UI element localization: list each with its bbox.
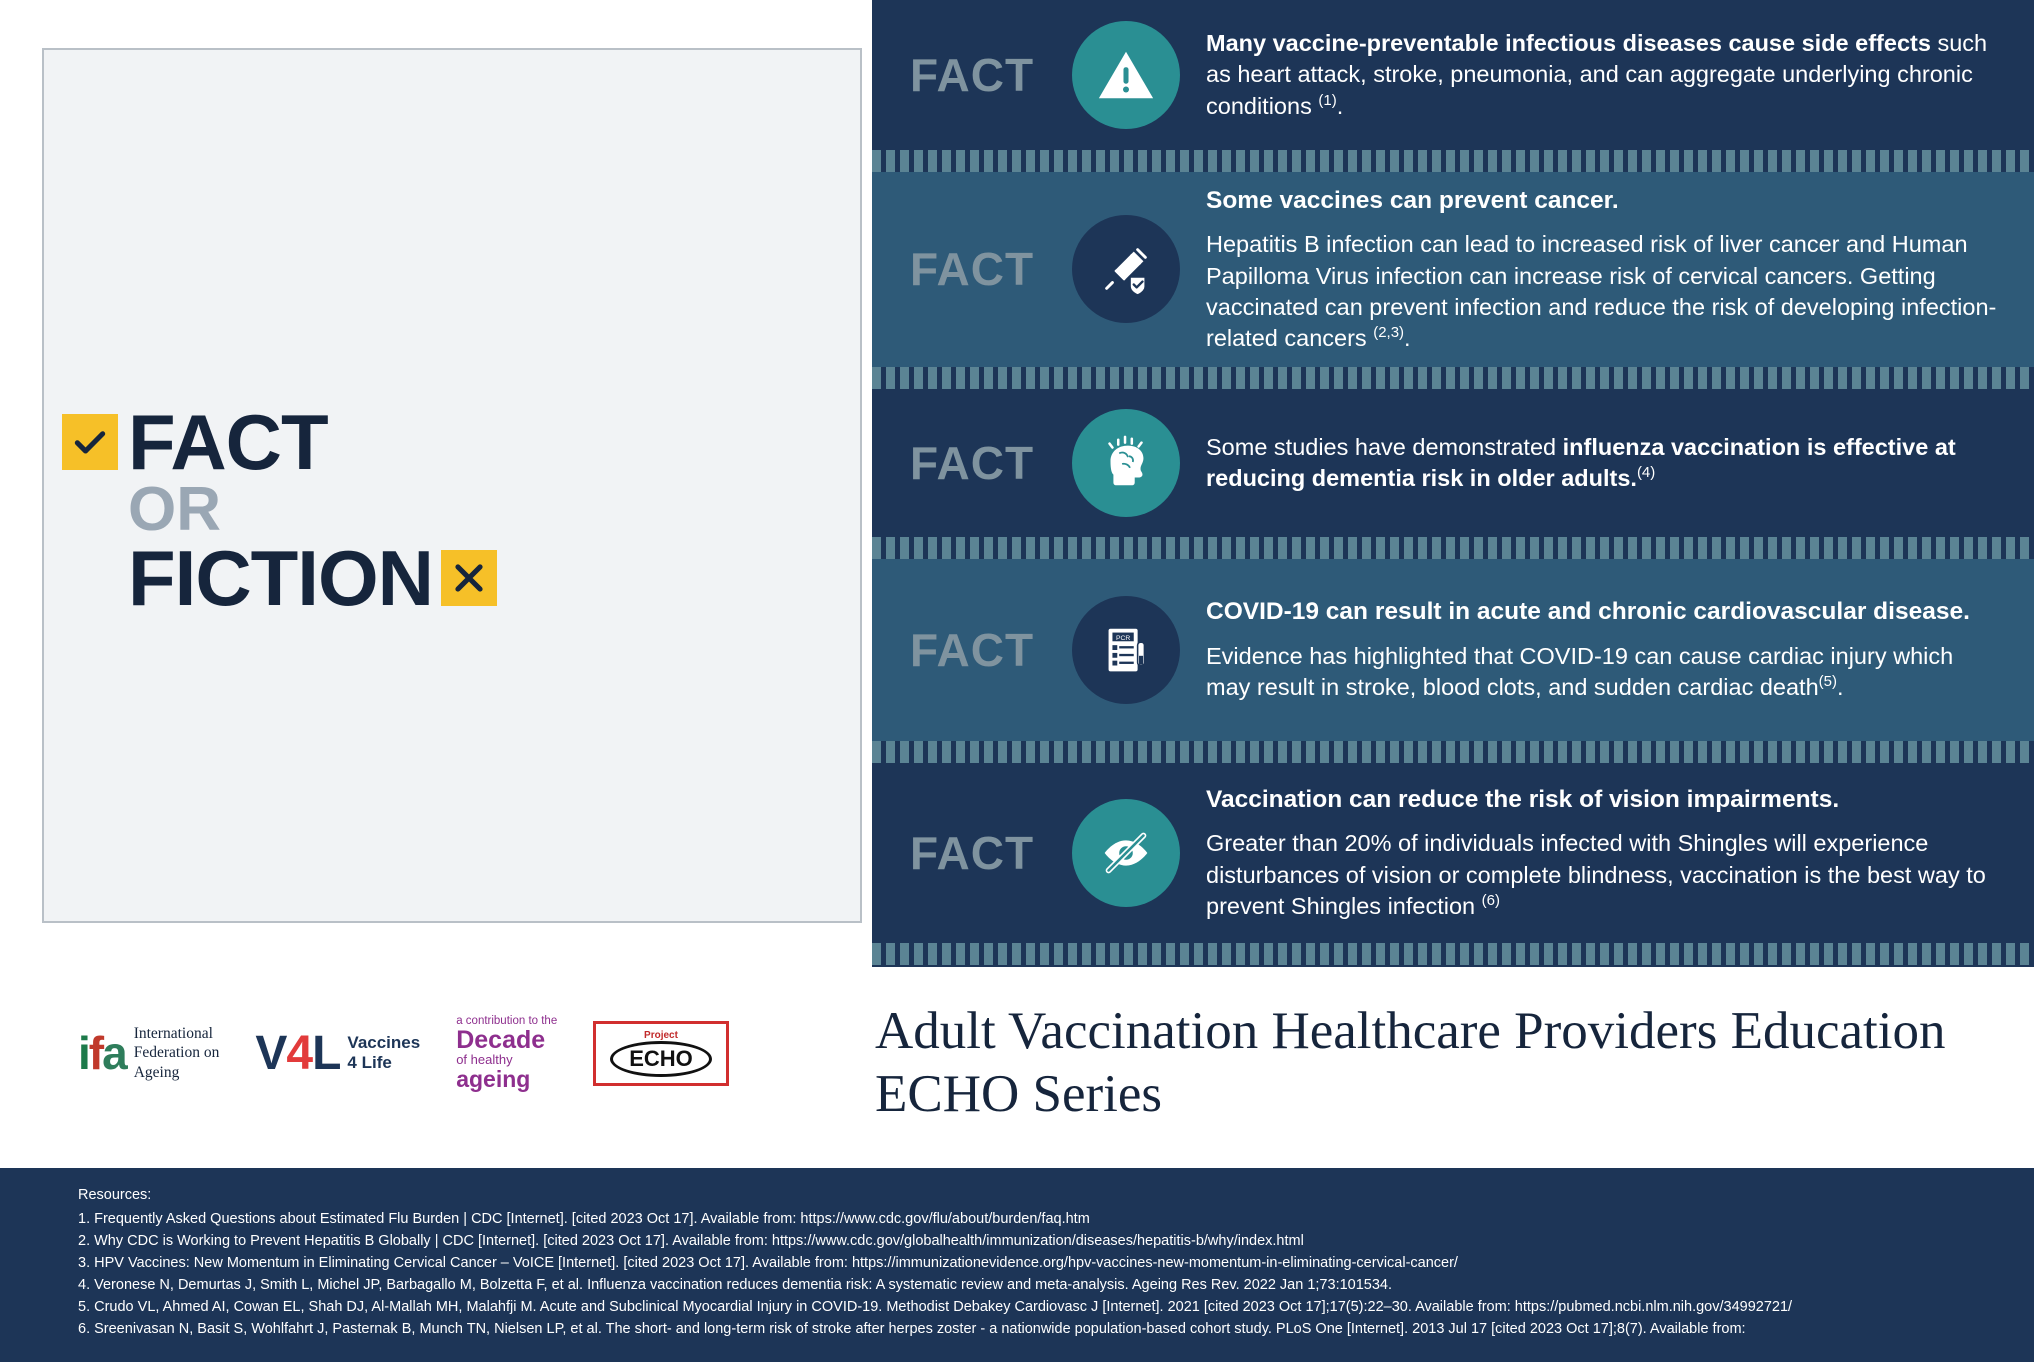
fact-text xyxy=(1206,432,2008,495)
v4l-text xyxy=(347,1033,420,1074)
resource-item: 4. Veronese N, Demurtas J, Smith L, Michel JP, Barbagallo M, Bolzetta F, et al. Influenza vaccination reduces dementia risk: A systematic review and meta-analysis. Ageing Res Rev. 2022 Jan 1;73:101534. xyxy=(78,1277,1393,1294)
fact-row xyxy=(872,763,2034,943)
fact-row xyxy=(872,0,2034,150)
warning-triangle-icon xyxy=(1072,21,1180,129)
fact-text xyxy=(1206,596,2008,703)
ifa-mark: ifa xyxy=(78,1027,126,1080)
resources-heading: Resources: xyxy=(78,1187,152,1203)
ifa-logo xyxy=(78,1024,219,1082)
resources-section xyxy=(0,1168,2034,1362)
fact-heading: COVID-19 can result in acute and chronic cardiovascular disease. xyxy=(1206,598,1970,626)
ifa-logo-text xyxy=(134,1024,220,1082)
fact-bold-lead: Many vaccine-preventable infectious diseases cause side effects xyxy=(1206,30,1931,57)
fact-heading: Some vaccines can prevent cancer. xyxy=(1206,186,1619,214)
left-title-panel xyxy=(42,48,862,923)
stripe-divider xyxy=(872,367,2034,389)
stripe-divider xyxy=(872,943,2034,965)
fact-tail: . xyxy=(1404,325,1411,352)
v4l-4: 4 xyxy=(286,1026,313,1080)
v4l-mark xyxy=(255,1026,340,1081)
fact-label: FACT xyxy=(909,437,1035,489)
ifa-line2: Federation on xyxy=(133,1044,220,1062)
fact-label: FACT xyxy=(909,826,1035,879)
fact-body-pre: Some studies have demonstrated xyxy=(1206,433,1563,460)
v4l-v: V xyxy=(255,1026,287,1080)
fact-citation: (6) xyxy=(1481,892,1500,910)
decade-line2: of healthy xyxy=(456,1052,513,1068)
fact-body: such as heart attack, stroke, pneumonia, and can aggregate underlying chronic conditions xyxy=(1206,30,1988,119)
project-echo-logo xyxy=(593,1021,729,1086)
hero-fact-word: FACT xyxy=(128,398,328,486)
stripe-divider xyxy=(872,537,2034,559)
logo-strip xyxy=(78,1015,729,1091)
resource-item: 2. Why CDC is Working to Prevent Hepatitis B Globally | CDC [Internet]. [cited 2023 Oct 17]. Available from: https://www.cdc.gov/globalhealth/immunization/diseases/hepatitis-b/why/index.html xyxy=(78,1233,1304,1250)
fact-body: Hepatitis B infection can lead to increased risk of liver cancer and Human Papilloma Virus infection can increase risk of cervical cancers. Getting vaccinated can prevent infection and reduce the risk of developing infection-related cancers xyxy=(1206,231,1997,352)
fact-citation: (1) xyxy=(1318,91,1337,109)
v4l-line2: 4 Life xyxy=(347,1053,392,1073)
stripe-divider xyxy=(872,150,2034,172)
fact-citation: (2,3) xyxy=(1373,324,1405,342)
fact-label: FACT xyxy=(909,243,1035,296)
ifa-line3: Ageing xyxy=(133,1063,180,1081)
stripe-divider xyxy=(872,741,2034,763)
fact-text xyxy=(1206,185,2008,355)
brain-head-icon xyxy=(1072,409,1180,517)
fact-label: FACT xyxy=(909,624,1035,676)
fact-citation: (4) xyxy=(1636,464,1656,482)
v4l-l: L xyxy=(312,1026,341,1080)
page-title: Adult Vaccination Healthcare Providers Education ECHO Series xyxy=(875,1002,1946,1123)
fact-text xyxy=(1206,784,2008,922)
echo-top-text: Project xyxy=(644,1029,678,1041)
resource-item: 6. Sreenivasan N, Basit S, Wohlfahrt J, Pasternak B, Munch TN, Nielsen LP, et al. The short- and long-term risk of stroke after herpes zoster - a nationwide population-based cohort study. PLoS One [Internet]. 2013 Jul 17 [cited 2023 Oct 17];8(7). Available from: xyxy=(78,1321,1746,1338)
x-icon xyxy=(441,550,497,606)
syringe-shield-icon xyxy=(1072,215,1180,323)
decade-of-healthy-ageing-logo xyxy=(456,1015,557,1091)
vaccines4life-logo xyxy=(255,1026,420,1081)
title-block xyxy=(62,398,582,623)
fact-row xyxy=(872,559,2034,741)
decade-line3: ageing xyxy=(456,1065,531,1092)
facts-panel xyxy=(872,0,2034,967)
fact-tail: . xyxy=(1336,92,1344,119)
decade-line1: Decade xyxy=(456,1026,546,1055)
fiction-line xyxy=(62,534,582,623)
v4l-line1: Vaccines xyxy=(347,1032,421,1052)
fact-text xyxy=(1206,28,2008,122)
hero-fiction-word: FICTION xyxy=(128,534,433,623)
fact-row xyxy=(872,389,2034,537)
check-icon xyxy=(62,414,118,470)
pcr-test-document-icon xyxy=(1072,596,1180,704)
fact-citation: (5) xyxy=(1818,673,1837,691)
fact-label: FACT xyxy=(909,49,1035,101)
eye-slash-icon xyxy=(1072,799,1180,907)
resource-item: 5. Crudo VL, Ahmed AI, Cowan EL, Shah DJ, Al-Mallah MH, Malahfji M. Acute and Subclinical Myocardial Injury in COVID-19. Methodist Debakey Cardiovasc J [Internet]. 2021 [cited 2023 Oct 17];17(5):22–30. Available from: https://pubmed.ncbi.nlm.nih.gov/34992721/ xyxy=(78,1299,1793,1316)
ifa-line1: International xyxy=(133,1024,213,1042)
echo-name: ECHO xyxy=(610,1041,712,1077)
fact-body: Evidence has highlighted that COVID-19 can cause cardiac injury which may result in stroke, blood clots, and sudden cardiac death xyxy=(1206,643,1954,701)
fact-tail: . xyxy=(1837,674,1844,701)
svg-text:PCR: PCR xyxy=(1115,634,1131,642)
fact-bold-mid: influenza vaccination is effective at reducing dementia risk in older adults. xyxy=(1206,433,1956,491)
fact-line xyxy=(62,398,582,486)
decade-top-text: a contribution to the xyxy=(456,1015,558,1027)
hero-or-word: OR xyxy=(128,475,221,545)
fact-body: Greater than 20% of individuals infected with Shingles will experience disturbances of vision or complete blindness, vaccination is the best way to prevent Shingles infection xyxy=(1206,830,1986,919)
resource-item: 1. Frequently Asked Questions about Estimated Flu Burden | CDC [Internet]. [cited 2023 Oct 17]. Available from: https://www.cdc.gov/flu/about/burden/faq.htm xyxy=(78,1211,1090,1228)
resource-item: 3. HPV Vaccines: New Momentum in Eliminating Cervical Cancer – VoICE [Internet]. [cited 2023 Oct 17]. Available from: https://immunizationevidence.org/hpv-vaccines-new-momentum-in-eliminating-cervical-cancer/ xyxy=(78,1255,1458,1272)
fact-row xyxy=(872,172,2034,367)
fact-heading: Vaccination can reduce the risk of vision impairments. xyxy=(1206,785,1840,813)
